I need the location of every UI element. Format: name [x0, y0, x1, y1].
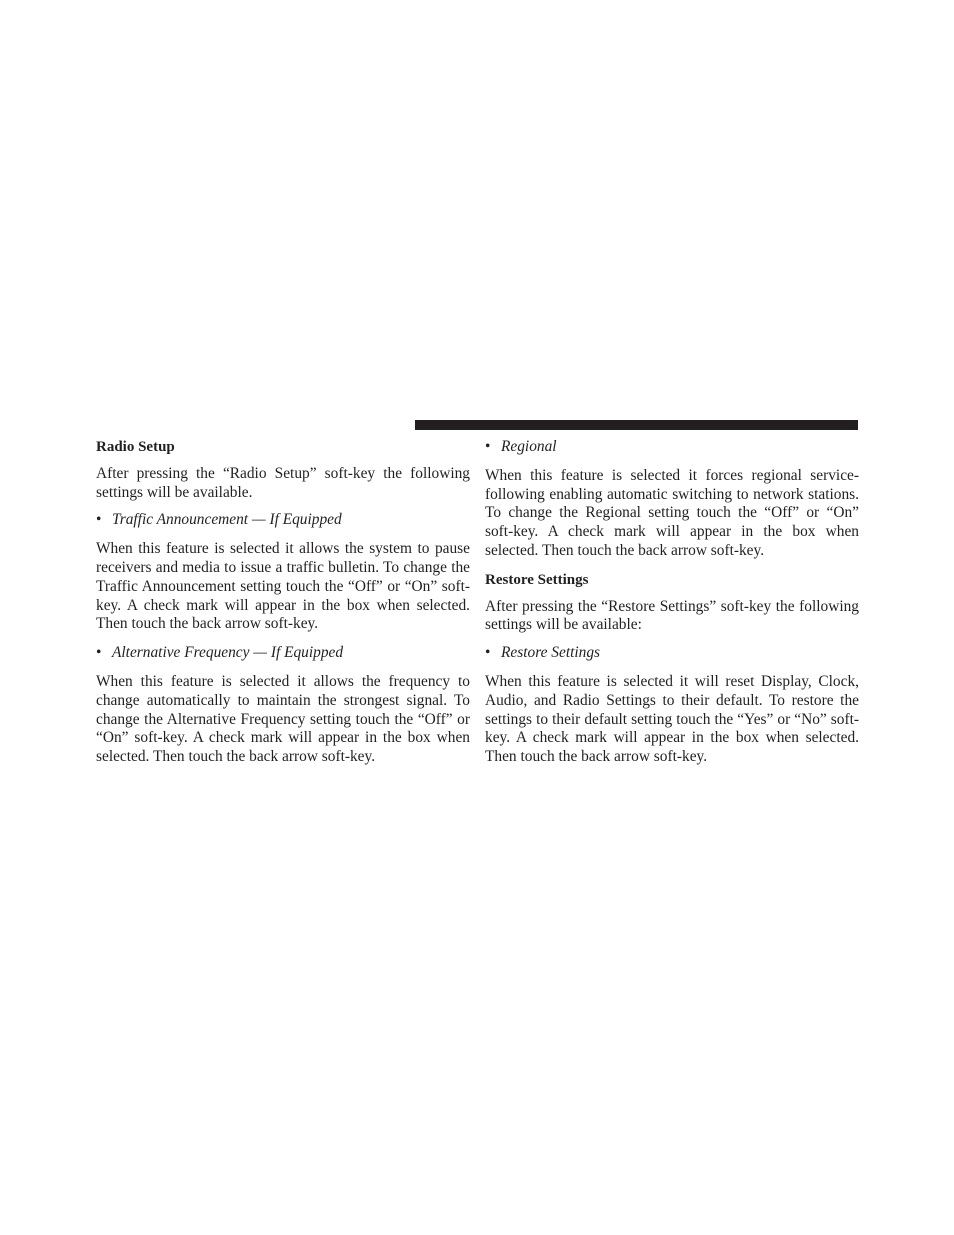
bullet-restore-settings — [485, 644, 859, 663]
radio-setup-intro: After pressing the “Radio Setup” soft-key the following settings will be available. — [96, 464, 470, 501]
section-header-bar — [415, 420, 858, 430]
bullet-title: Regional — [501, 438, 557, 455]
bullet-icon: • — [96, 511, 102, 529]
alternative-frequency-description: When this feature is selected it allows the frequency to change automatically to maintain the strongest signal. To change the Alternative Frequency setting touch the “Off” or “On” soft-key. A check mark will appear in the box when selected. Then touch the back arrow soft-key. — [96, 672, 470, 766]
bullet-title: Traffic Announcement — If Equipped — [112, 511, 342, 529]
bullet-alternative-frequency — [96, 644, 470, 663]
bullet-title: Alternative Frequency — If Equipped — [112, 644, 344, 662]
restore-settings-description: When this feature is selected it will reset Display, Clock, Audio, and Radio Settings to their default. To restore the settings to their default setting touch the “Yes” or “No” soft-key. A check mark will appear in the box when selected. Then touch the back arrow soft-key. — [485, 672, 859, 766]
regional-description: When this feature is selected it forces regional service-following enabling automatic switching to network stations. To change the Regional setting touch the “Off” or “On” soft-key. A check mark will appear in the box when selected. Then touch the back arrow soft-key. — [485, 466, 859, 559]
bullet-regional — [485, 438, 859, 457]
left-column — [96, 438, 470, 776]
bullet-traffic-announcement — [96, 511, 470, 530]
restore-settings-intro: After pressing the “Restore Settings” soft-key the following settings will be available: — [485, 597, 859, 634]
traffic-announcement-description: When this feature is selected it allows the system to pause receivers and media to issue a traffic bulletin. To change the Traffic Announcement setting touch the “Off” or “On” soft-key. A check mark will appear in the box when selected. Then touch the back arrow soft-key. — [96, 540, 470, 633]
section-heading-radio-setup: Radio Setup — [96, 439, 175, 455]
bullet-icon: • — [485, 438, 491, 455]
bullet-title: Restore Settings — [501, 644, 601, 662]
bullet-icon: • — [485, 644, 491, 662]
section-heading-restore-settings: Restore Settings — [485, 571, 589, 588]
bullet-icon: • — [96, 644, 102, 662]
right-column — [485, 438, 859, 776]
